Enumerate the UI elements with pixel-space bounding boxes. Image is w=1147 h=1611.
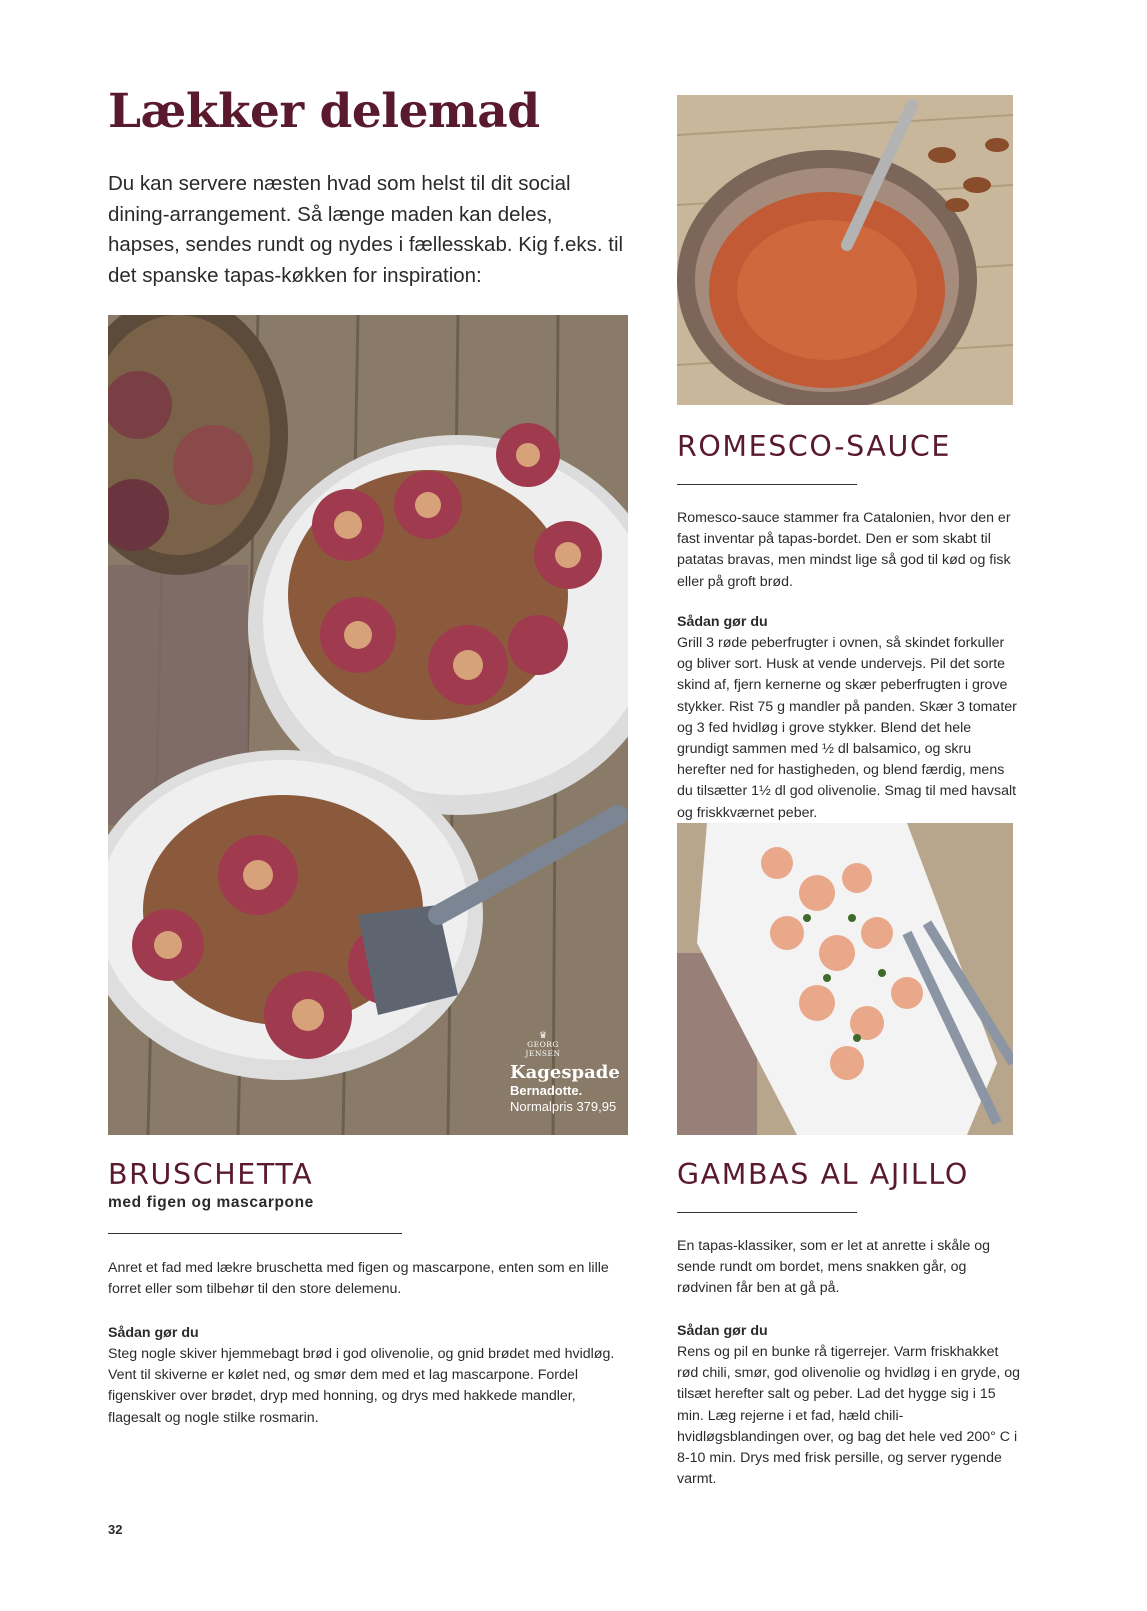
bruschetta-title: BRUSCHETTA (108, 1158, 314, 1191)
bruschetta-divider (108, 1233, 402, 1234)
page-number: 32 (108, 1522, 123, 1537)
gambas-description: En tapas-klassiker, som er let at anrette i skåle og sende rundt om bordet, mens snakken går, og rødvinen får ben at gå på. (677, 1238, 991, 1297)
bruschetta-subtitle: med figen og mascarpone (108, 1194, 314, 1211)
product-model: Bernadotte. (510, 1083, 583, 1098)
bruschetta-description: Anret et fad med lækre bruschetta med figen og mascarpone, enten som en lille forret eller som tilbehør til den store delemenu. (108, 1260, 609, 1298)
intro-text: Du kan servere næsten hvad som helst til dit social dining-arrangement. Så længe maden kan deles, hapses, sendes rundt og nydes i fællesskab. Kig f.eks. til det spanske tapas-køkken for inspiration: (108, 172, 624, 287)
romesco-title: ROMESCO-SAUCE (677, 430, 952, 463)
romesco-photo (677, 95, 1013, 405)
gambas-how-text: Rens og pil en bunke rå tigerrejer. Varm friskhakket rød chili, smør, god olivenolie og hvidløg i en gryde, og tilsæt herefter salt og peber. Lad det hygge sig i 15 min. Læg rejerne i et fad, hæld chili-hvidløgsblandingen over, og bag det hele ved 200° C i 8-10 min. Drys med frisk persille, og server rygende varmt. (677, 1344, 1021, 1488)
gambas-how-heading: Sådan gør du (677, 1323, 768, 1339)
product-name: Kagespade (510, 1062, 620, 1083)
product-tag (510, 1030, 620, 1115)
gambas-divider (677, 1212, 857, 1213)
romesco-how-text: Grill 3 røde peberfrugter i ovnen, så skindet forkuller og bliver sort. Husk at vende undervejs. Pil det sorte skind af, fjern kernerne og skær peberfrugten i grove stykker. Rist 75 g mandler på panden. Skær 3 tomater og 3 fed hvidløg i grove stykker. Blend det hele grundigt sammen med ½ dl balsamico, og skru herefter ned for hastigheden, og blend færdig, mens du tilsætter 1½ dl god olivenolie. Smag til med havsalt og friskkværnet peber. (677, 635, 1017, 821)
gambas-title: GAMBAS AL AJILLO (677, 1158, 969, 1191)
gambas-photo (677, 823, 1013, 1135)
romesco-divider (677, 484, 857, 485)
bruschetta-photo (108, 315, 628, 1135)
brand-logo: GEORG JENSEN (525, 1040, 561, 1058)
bruschetta-how-text: Steg nogle skiver hjemmebagt brød i god olivenolie, og gnid brødet med hvidløg. Vent til skiverne er kølet ned, og smør dem med et lag mascarpone. Fordel figenskiver over brødet, dryp med honning, og drys med hakkede mandler, flagesalt og nogle stilke rosmarin. (108, 1346, 615, 1426)
romesco-how-heading: Sådan gør du (677, 614, 768, 630)
crown-icon: ♛ (538, 1030, 548, 1040)
page-title: Lækker delemad (108, 84, 540, 139)
romesco-description: Romesco-sauce stammer fra Catalonien, hvor den er fast inventar på tapas-bordet. Den er som skabt til patatas bravas, men mindst lige så god til kød og fisk eller på groft brød. (677, 510, 1011, 590)
product-price: Normalpris 379,95 (510, 1099, 617, 1114)
bruschetta-how-heading: Sådan gør du (108, 1325, 199, 1341)
